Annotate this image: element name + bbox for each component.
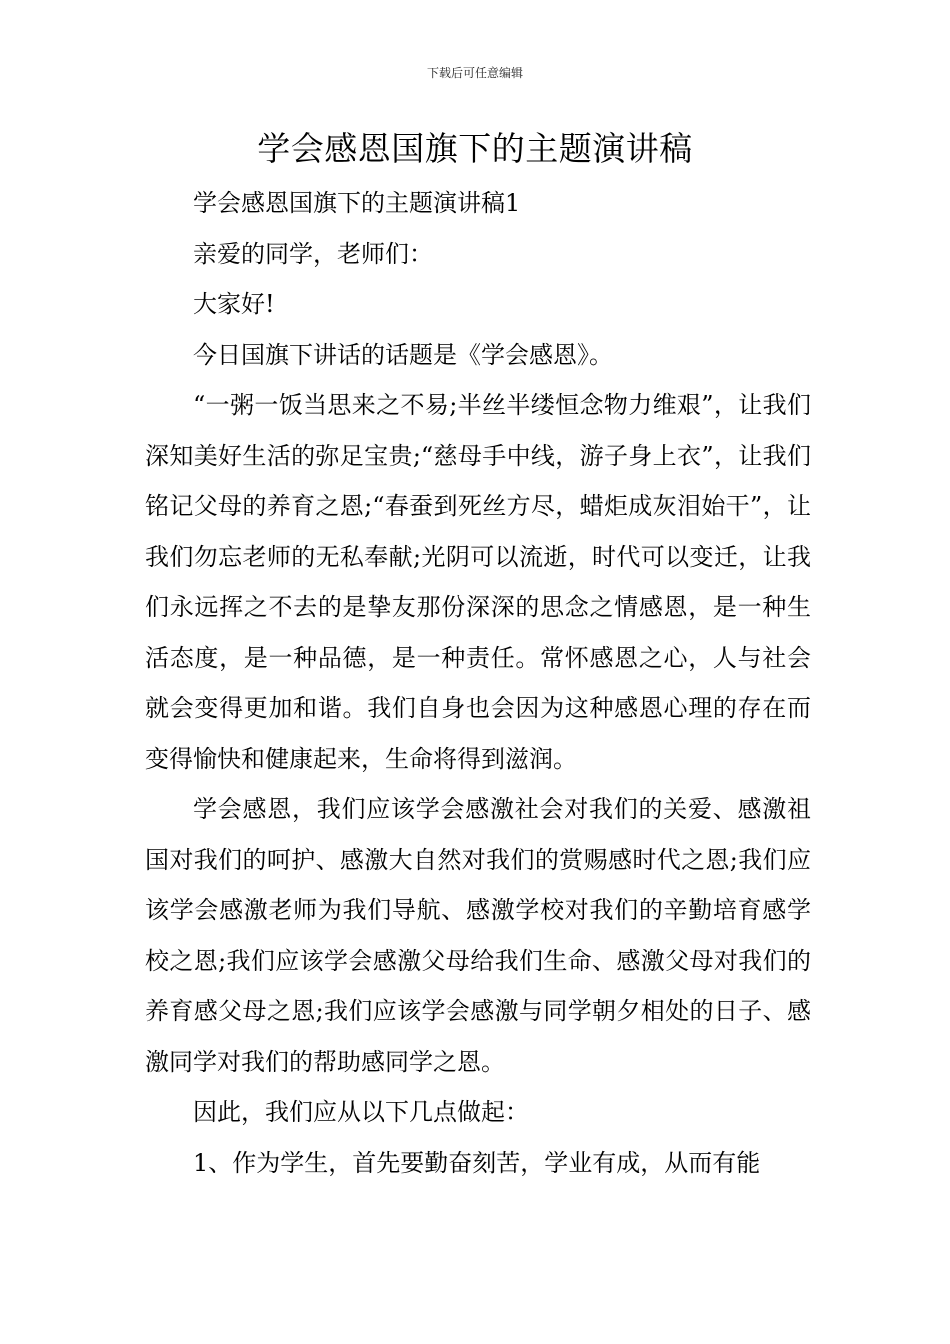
document-title: 学会感恩国旗下的主题演讲稿 xyxy=(257,129,693,168)
body-paragraph: 因此，我们应从以下几点做起： xyxy=(193,1098,529,1126)
topic-paragraph: 今日国旗下讲话的话题是《学会感恩》。 xyxy=(193,340,613,369)
greeting-paragraph: 大家好! xyxy=(193,290,275,318)
list-item-paragraph: 1、作为学生，首先要勤奋刻苦，学业有成，从而有能 xyxy=(193,1148,761,1177)
header-note: 下载后可任意编辑 xyxy=(426,66,523,80)
body-paragraph: “一粥一饭当思来之不易;半丝半缕恒念物力维艰”，让我们深知美好生活的弥足宝贵;“慈母手中线，游子身上衣”，让我们铭记父母的养育之恩;“春蚕到死丝方尽，蜡炬成灰泪始干”，让我们勿忘老师的无私奉献;光阴可以流逝，时代可以变迁，让我们永远挥之不去的是挚友那份深深的思念之情感恩，是一种生活态度，是一种品德，是一种责任。常怀感恩之心，人与社会就会变得更加和谐。我们自身也会因为这种感恩心理的存在而变得愉快和健康起来，生命将得到滋润。 xyxy=(145,391,811,773)
document-body xyxy=(145,178,811,1188)
body-paragraph: 学会感恩，我们应该学会感激社会对我们的关爱、感激祖国对我们的呵护、感激大自然对我们的赏赐感时代之恩;我们应该学会感激老师为我们导航、感激学校对我们的辛勤培育感学校之恩;我们应该学会感激父母给我们生命、感激父母对我们的养育感父母之恩;我们应该学会感激与同学朝夕相处的日子、感激同学对我们的帮助感同学之恩。 xyxy=(145,795,811,1076)
salutation-paragraph: 亲爱的同学，老师们： xyxy=(193,239,433,268)
subtitle-paragraph: 学会感恩国旗下的主题演讲稿1 xyxy=(193,189,521,217)
